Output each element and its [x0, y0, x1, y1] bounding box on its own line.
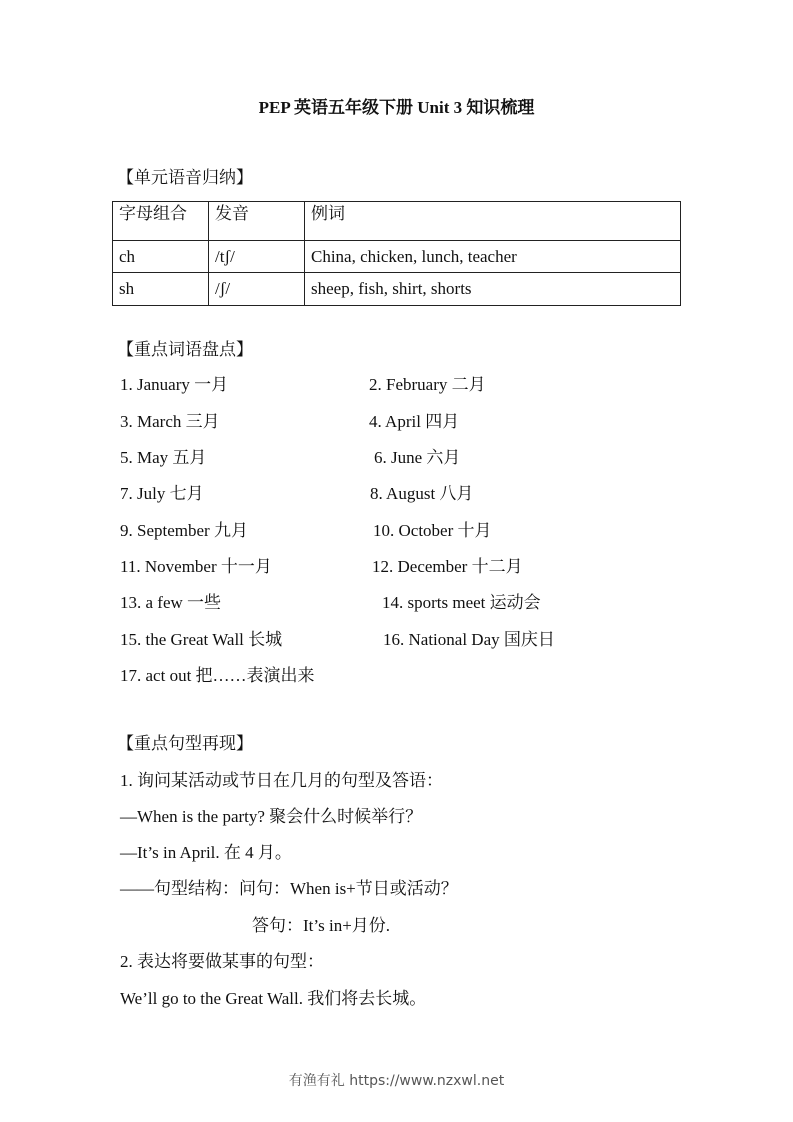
vocab-item: 3. March 三月 — [120, 412, 220, 431]
sentence-line: —When is the party? 聚会什么时候举行？ — [120, 807, 423, 826]
sentence-line: 答句：It’s in+月份. — [252, 916, 391, 935]
document-title: PEP 英语五年级下册 Unit 3 知识梳理 — [258, 98, 535, 117]
phonics-table — [112, 201, 681, 306]
vocab-item: 14. sports meet 运动会 — [382, 593, 541, 612]
table-header-row — [113, 202, 681, 241]
table-cell: sh — [113, 273, 209, 306]
table-row — [113, 241, 681, 273]
table-cell: sheep, fish, shirt, shorts — [305, 273, 681, 306]
vocab-item: 6. June 六月 — [374, 448, 461, 467]
sentence-line: We’ll go to the Great Wall. 我们将去长城。 — [120, 989, 427, 1008]
vocab-item: 8. August 八月 — [370, 484, 474, 503]
table-header-cell: 字母组合 — [113, 202, 209, 241]
vocab-item: 4. April 四月 — [369, 412, 460, 431]
sentence-line: ——句型结构：问句：When is+节日或活动？ — [120, 879, 458, 898]
vocab-item: 1. January 一月 — [120, 375, 229, 394]
vocab-item: 9. September 九月 — [120, 521, 248, 540]
sentence-line: 1. 询问某活动或节日在几月的句型及答语： — [120, 771, 443, 790]
footer-watermark: 有渔有礼 https://www.nzxwl.net — [288, 1073, 505, 1089]
vocab-item: 16. National Day 国庆日 — [383, 630, 555, 649]
section-heading-vocabulary: 【重点词语盘点】 — [117, 340, 253, 360]
table-header-cell: 发音 — [209, 202, 305, 241]
table-row — [113, 273, 681, 306]
table-cell: China, chicken, lunch, teacher — [305, 241, 681, 273]
vocab-item: 2. February 二月 — [369, 375, 486, 394]
vocab-item: 15. the Great Wall 长城 — [120, 630, 283, 649]
table-cell: /ʃ/ — [209, 273, 305, 306]
vocab-item: 11. November 十一月 — [120, 557, 272, 576]
table-header-cell: 例词 — [305, 202, 681, 241]
table-cell: /tʃ/ — [209, 241, 305, 273]
vocab-item: 10. October 十月 — [373, 521, 492, 540]
section-heading-sentences: 【重点句型再现】 — [117, 734, 253, 754]
vocab-item: 12. December 十二月 — [372, 557, 523, 576]
vocab-item: 17. act out 把……表演出来 — [120, 666, 315, 685]
sentence-line: 2. 表达将要做某事的句型： — [120, 952, 324, 971]
section-heading-phonics: 【单元语音归纳】 — [117, 168, 253, 188]
sentence-line: —It’s in April. 在 4 月。 — [120, 843, 292, 862]
vocab-item: 13. a few 一些 — [120, 593, 222, 612]
table-cell: ch — [113, 241, 209, 273]
vocab-item: 7. July 七月 — [120, 484, 204, 503]
vocab-item: 5. May 五月 — [120, 448, 207, 467]
